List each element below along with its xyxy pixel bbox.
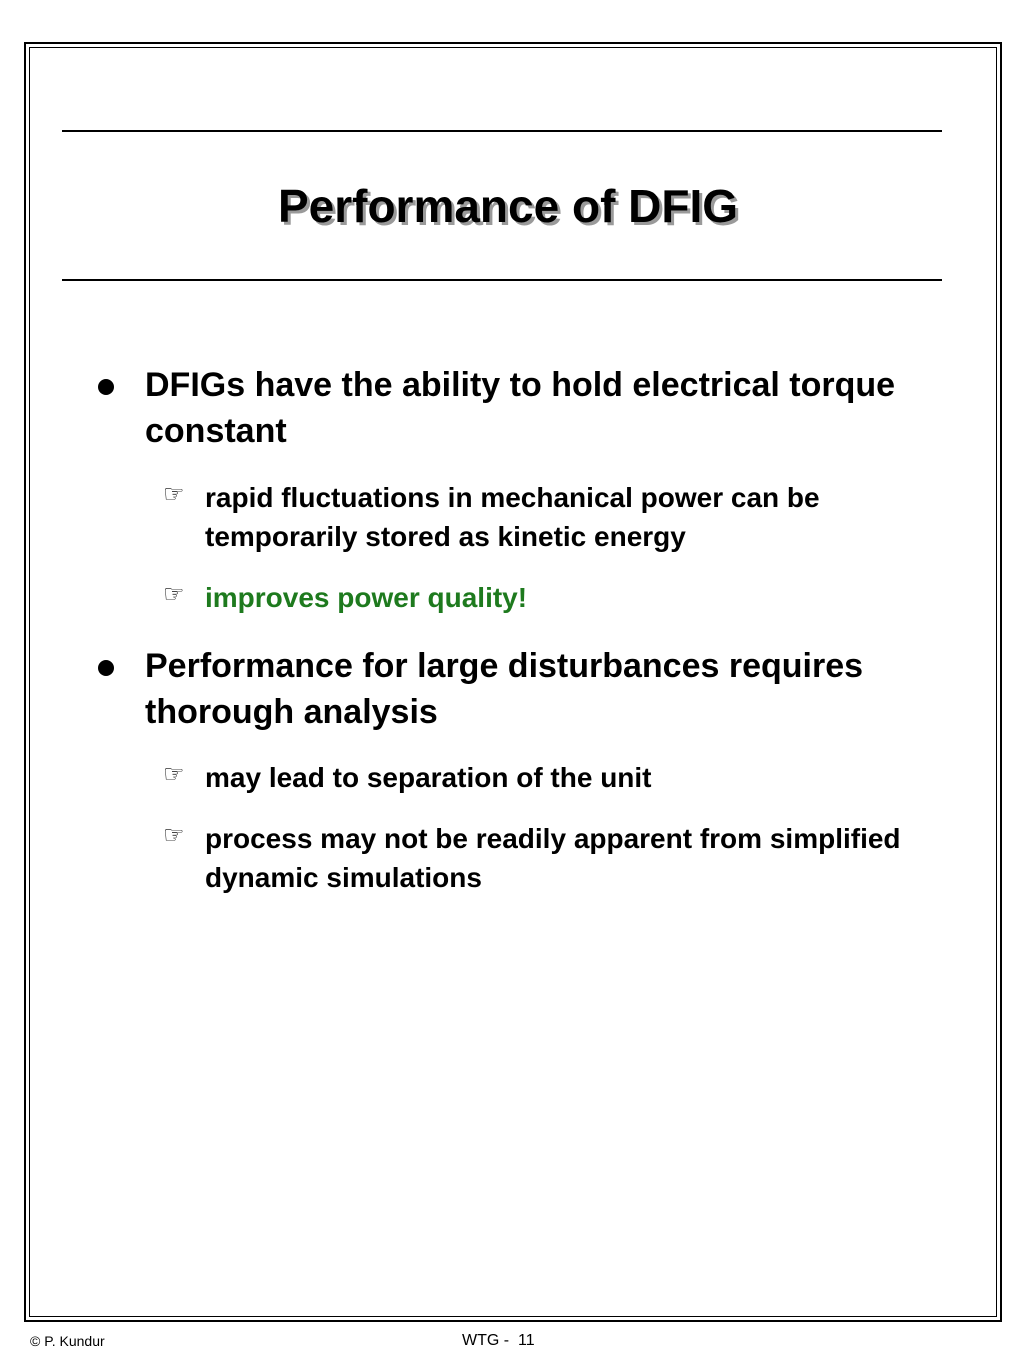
sub-bullet-text-highlight: improves power quality!: [205, 582, 528, 613]
sub-bullet-text: process may not be readily apparent from simplified dynamic simulations: [205, 823, 901, 893]
pointing-hand-icon: ☞: [163, 581, 185, 608]
pointing-hand-icon: ☞: [163, 761, 185, 788]
sub-bullet-text: may lead to separation of the unit: [205, 762, 652, 793]
footer-page-label: WTG - 11: [462, 1332, 535, 1349]
bullet-dot-icon: [98, 379, 114, 395]
title-rule-top: [62, 130, 942, 132]
pointing-hand-icon: ☞: [163, 822, 185, 849]
pointing-hand-icon: ☞: [163, 481, 185, 508]
bullet-text: Performance for large disturbances requires thorough analysis: [145, 647, 864, 731]
title-rule-bottom: [62, 279, 942, 281]
footer-copyright: © P. Kundur: [30, 1333, 105, 1349]
bullet-dot-icon: [98, 660, 114, 676]
slide-title: Performance of DFIG: [277, 180, 739, 232]
sub-bullet-text: rapid fluctuations in mechanical power can be temporarily stored as kinetic energy: [205, 482, 820, 552]
bullet-text: DFIGs have the ability to hold electrical torque constant: [145, 366, 896, 450]
